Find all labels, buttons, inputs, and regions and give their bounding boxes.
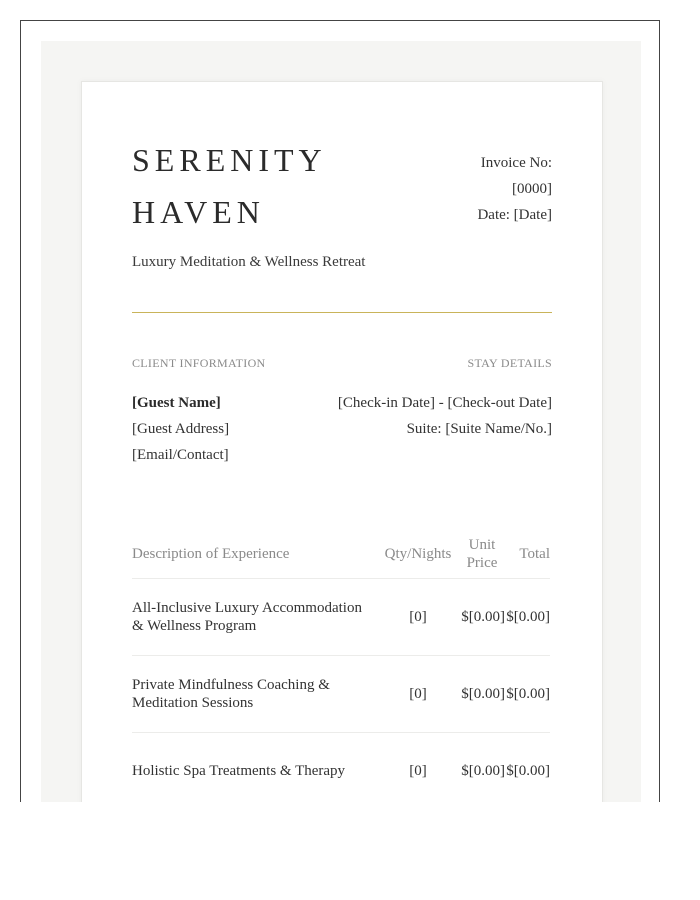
client-info	[132, 390, 229, 468]
row-total: $[0.00]	[506, 762, 550, 779]
line-items-table	[132, 530, 550, 802]
invoice-sheet	[81, 81, 603, 802]
row-description: All-Inclusive Luxury Accommodation & Wellness Program	[132, 600, 362, 634]
guest-name: [Guest Name]	[132, 395, 221, 411]
brand-tagline: Luxury Meditation & Wellness Retreat	[132, 254, 366, 270]
stay-details	[338, 390, 552, 442]
row-qty: [0]	[409, 685, 427, 702]
invoice-meta	[422, 150, 552, 228]
row-description: Holistic Spa Treatments & Therapy	[132, 763, 346, 779]
row-unit-price: $[0.00]	[461, 686, 505, 702]
row-unit-price: $[0.00]	[461, 609, 505, 625]
header-total: Total	[519, 545, 550, 562]
row-qty: [0]	[409, 608, 427, 625]
gold-divider	[132, 312, 552, 313]
guest-contact: [Email/Contact]	[132, 447, 229, 463]
invoice-number-label: Invoice No:	[480, 155, 552, 171]
header-qty: Qty/Nights	[384, 545, 452, 562]
table-row	[132, 579, 550, 656]
header-unit-price	[459, 536, 505, 572]
stay-details-heading: STAY DETAILS	[467, 356, 552, 370]
client-info-heading: CLIENT INFORMATION	[132, 356, 266, 370]
row-total: $[0.00]	[506, 608, 550, 625]
document-frame	[20, 20, 660, 802]
header-unit-line2: Price	[466, 555, 498, 571]
suite-info: Suite: [Suite Name/No.]	[406, 421, 552, 437]
row-total: $[0.00]	[506, 685, 550, 702]
header-unit-line1: Unit	[468, 537, 496, 553]
brand-line-1: SERENITY	[132, 142, 327, 178]
brand-title	[132, 134, 327, 238]
invoice-date: Date: [Date]	[477, 207, 552, 223]
table-row	[132, 656, 550, 733]
table-row	[132, 733, 550, 802]
row-description: Private Mindfulness Coaching & Meditation Sessions	[132, 677, 330, 711]
table-header-row	[132, 530, 550, 579]
brand-line-2: HAVEN	[132, 194, 265, 230]
header-description: Description of Experience	[132, 546, 290, 562]
page-backdrop	[41, 41, 641, 802]
invoice-number-value: [0000]	[512, 181, 552, 197]
row-unit-price: $[0.00]	[461, 763, 505, 779]
stay-dates: [Check-in Date] - [Check-out Date]	[337, 395, 552, 411]
guest-address: [Guest Address]	[132, 421, 230, 437]
row-qty: [0]	[409, 762, 427, 779]
